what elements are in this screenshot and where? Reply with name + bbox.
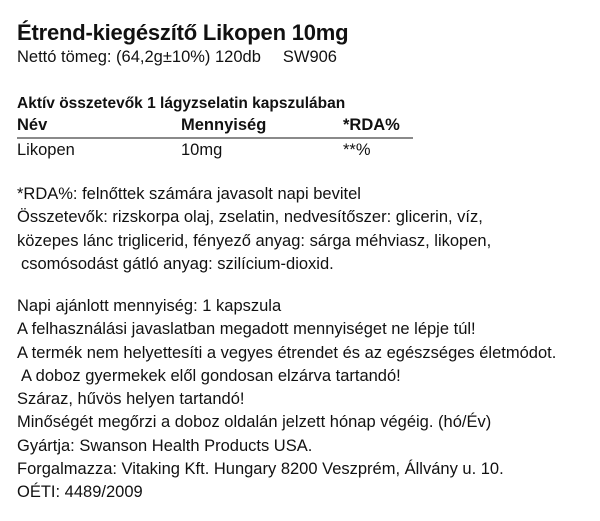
- column-header-name: Név: [17, 116, 48, 134]
- ingredients-line: csomósodást gátló anyag: szilícium-dioxid.: [21, 254, 334, 273]
- ingredient-name: Likopen: [17, 141, 75, 159]
- active-ingredients-table: [17, 116, 413, 163]
- column-header-rda: *RDA%: [343, 116, 400, 134]
- product-code: SW906: [282, 48, 337, 66]
- column-header-quantity: Mennyiség: [181, 116, 267, 134]
- table-row: [17, 141, 413, 163]
- registration-number: OÉTI: 4489/2009: [17, 483, 143, 502]
- storage-instruction: Száraz, hűvös helyen tartandó!: [17, 390, 245, 409]
- ingredient-quantity: 10mg: [181, 141, 223, 159]
- usage-block: [17, 295, 556, 505]
- manufacturer: Gyártja: Swanson Health Products USA.: [17, 436, 313, 455]
- distributor: Forgalmazza: Vitaking Kft. Hungary 8200 Veszprém, Állvány u. 10.: [17, 460, 504, 479]
- rda-footnote: *RDA%: felnőttek számára javasolt napi bevitel: [17, 185, 361, 203]
- ingredients-block: [17, 183, 491, 276]
- ingredients-line: Összetevők: rizskorpa olaj, zselatin, nedvesítőszer: glicerin, víz,: [17, 208, 483, 227]
- best-before: Minőségét megőrzi a doboz oldalán jelzett hónap végéig. (hó/Év): [17, 413, 492, 432]
- net-weight: Nettó tömeg: (64,2g±10%) 120db: [17, 48, 261, 66]
- dose-warning: A felhasználási javaslatban megadott mennyiséget ne lépje túl!: [17, 320, 476, 339]
- ingredients-line: közepes lánc triglicerid, fényező anyag: sárga méhviasz, likopen,: [17, 231, 492, 250]
- daily-dose: Napi ajánlott mennyiség: 1 kapszula: [17, 297, 282, 315]
- product-title: Étrend-kiegészítő Likopen 10mg: [17, 20, 349, 45]
- net-weight-line: [17, 48, 337, 67]
- diet-disclaimer: A termék nem helyettesíti a vegyes étrendet és az egészséges életmódot.: [17, 343, 557, 362]
- table-header-row: [17, 116, 413, 139]
- child-warning: A doboz gyermekek elől gondosan elzárva tartandó!: [21, 366, 401, 385]
- active-ingredients-heading: Aktív összetevők 1 lágyzselatin kapszulában: [17, 95, 346, 112]
- ingredient-rda: **%: [343, 141, 371, 159]
